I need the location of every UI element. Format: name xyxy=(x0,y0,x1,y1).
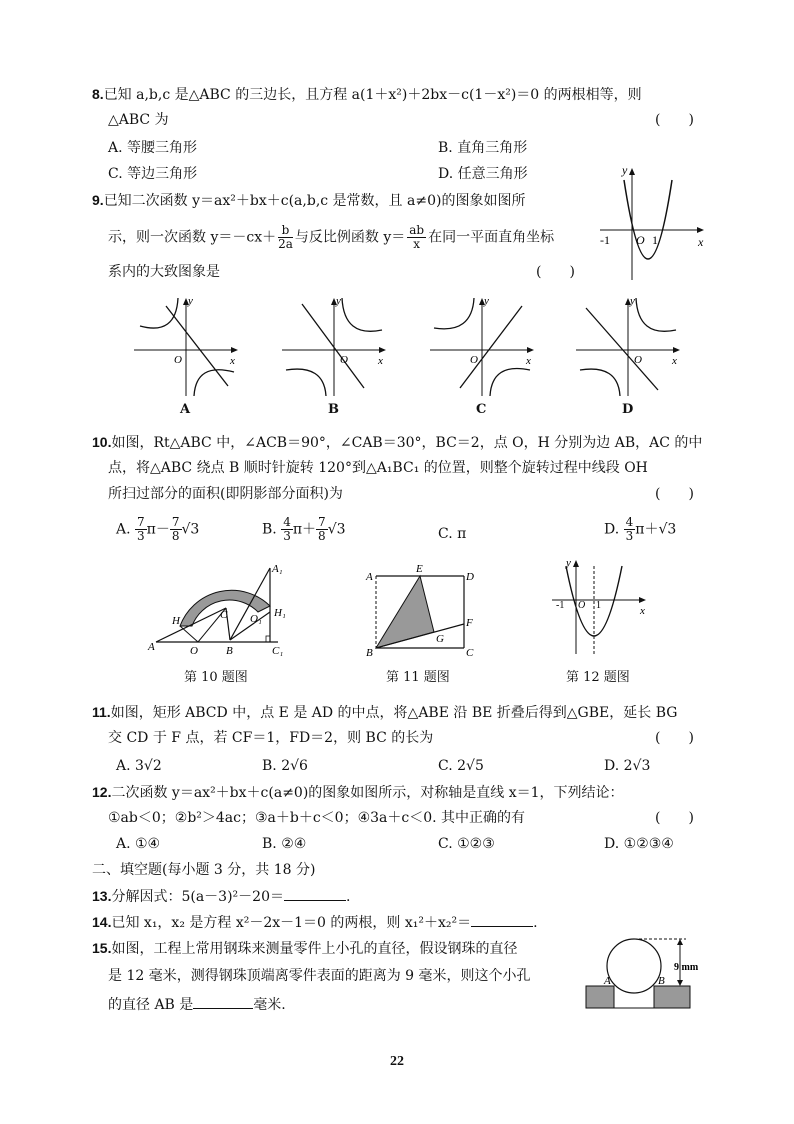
q9c-hyperbola-right xyxy=(490,368,530,396)
q11-label-f: F xyxy=(466,617,473,629)
section2-heading: 二、填空题(每小题 3 分，共 18 分) xyxy=(92,862,316,878)
q10-option-b xyxy=(262,516,346,543)
q10-answer-paren: ( ) xyxy=(655,486,694,502)
q10-d-frac1-num: 4 xyxy=(625,515,634,529)
q11-label-g: G xyxy=(436,633,444,645)
q9d-hyperbola-left xyxy=(580,369,620,396)
q9-neg1-label: -1 xyxy=(600,233,610,247)
q12-option-b: B. ②④ xyxy=(262,836,307,852)
q10-b-frac2-den: 8 xyxy=(318,529,326,543)
q11-label-c: C xyxy=(466,647,474,659)
q10-number: 10. xyxy=(92,434,112,450)
q13-end: . xyxy=(345,889,351,905)
q10-option-d xyxy=(604,516,676,543)
q11-line2 xyxy=(108,728,433,748)
q15-answer-blank[interactable] xyxy=(193,994,253,1009)
q11-option-a: A. 3√2 xyxy=(116,758,162,774)
q14-answer-blank[interactable] xyxy=(471,912,533,927)
q8-number: 8. xyxy=(92,86,104,102)
q10-caption: 第 10 题图 xyxy=(184,670,248,685)
q15-text3b: 毫米. xyxy=(253,997,286,1013)
q10-d-mid: π＋ xyxy=(635,521,659,538)
q9c-line xyxy=(460,306,522,388)
svg-text:O: O xyxy=(340,354,348,366)
q9-option-c-label: C xyxy=(476,402,487,417)
q12-x-label: x xyxy=(640,605,645,617)
q10-b-mid: π＋ xyxy=(292,521,317,538)
q12-text1: 二次函数 y＝ax²＋bx＋c(a≠0)的图象如图所示，对称轴是直线 x＝1，下列结论： xyxy=(111,785,624,801)
q11-triangle-gbe xyxy=(376,576,434,648)
q10-a-tail: √3 xyxy=(181,521,200,538)
q12-neg1-label: -1 xyxy=(556,600,565,611)
q12-answer-paren: ( ) xyxy=(655,810,694,826)
q14-line xyxy=(92,912,538,933)
q8-option-d: D. 任意三角形 xyxy=(438,166,528,182)
q12-parabola-graph xyxy=(548,556,658,658)
q11-text2: 交 CD 于 F 点，若 CF＝1，FD＝2，则 BC 的长为 xyxy=(108,730,434,746)
q9-frac1-num: b xyxy=(278,224,293,238)
svg-text:y: y xyxy=(630,295,635,307)
q9-y-arrow xyxy=(629,168,635,175)
q10-d-tail: √3 xyxy=(658,521,677,538)
q14-end: . xyxy=(533,915,538,931)
q15-label-b: B xyxy=(658,975,665,987)
q9a-hyperbola-right xyxy=(194,370,234,396)
q11-number: 11. xyxy=(92,704,111,720)
q10-option-c xyxy=(438,524,466,544)
q15-line1 xyxy=(92,938,517,959)
q15-text3a: 的直径 AB 是 xyxy=(108,997,194,1013)
q12-y-label: y xyxy=(566,557,571,569)
q10-line2 xyxy=(108,458,648,478)
q8-option-a: A. 等腰三角形 xyxy=(108,140,198,156)
q9-text2b: 与反比例函数 y＝ xyxy=(294,229,406,246)
q10-a-frac2 xyxy=(170,516,182,543)
q11-label-e: E xyxy=(416,563,423,575)
q8-option-c: C. 等边三角形 xyxy=(108,166,198,182)
q10-line3 xyxy=(108,484,343,504)
q10-b-tail: √3 xyxy=(327,521,346,538)
q9-origin-label: O xyxy=(636,233,645,247)
q11-answer-paren: ( ) xyxy=(655,730,694,746)
q15-label-9mm: 9 mm xyxy=(674,962,699,973)
q10-b-frac1-num: 4 xyxy=(283,515,291,529)
q10-b-label: B. xyxy=(262,521,277,538)
q9-option-d-label: D xyxy=(622,402,634,417)
q8-text1: 已知 a,b,c 是△ABC 的三边长，且方程 a(1＋x²)＋2bx－c(1－x²)＝0 的两根相等，则 xyxy=(103,87,642,103)
q9-text3: 系内的大致图象是 xyxy=(108,264,220,280)
q9a-hyperbola-left xyxy=(140,298,178,328)
q9-text2c: 在同一平面直角坐标 xyxy=(428,229,555,246)
q15-text1: 如图，工程上常用钢珠来测量零件上小孔的直径，假设钢珠的直径 xyxy=(111,941,518,957)
q9d-line xyxy=(586,308,658,390)
q10-text3: 所扫过部分的面积(即阴影部分面积)为 xyxy=(108,486,343,502)
q10-label-o1: O₁ xyxy=(250,613,262,625)
q9c-hyperbola-left xyxy=(434,298,474,329)
q10-rotation-figure xyxy=(146,560,296,660)
q9b-hyperbola-right xyxy=(342,298,382,331)
q10-a-frac1-den: 3 xyxy=(137,529,145,543)
q10-label-b: B xyxy=(226,645,233,657)
q9-line3 xyxy=(108,262,220,282)
svg-text:y: y xyxy=(336,295,341,307)
q11-label-a: A xyxy=(366,571,373,583)
q9-number: 9. xyxy=(92,192,104,208)
q10-d-frac1-den: 3 xyxy=(625,529,634,543)
q9a-line xyxy=(166,306,228,386)
q11-text1: 如图，矩形 ABCD 中，点 E 是 AD 的中点，将△ABE 沿 BE 折叠后得到△GBE，延长 BG xyxy=(110,705,678,721)
q8-option-b: B. 直角三角形 xyxy=(438,140,528,156)
q15-label-a: A xyxy=(604,975,611,987)
svg-text:x: x xyxy=(672,355,677,367)
q10-line1 xyxy=(92,432,702,453)
q9-frac2-den: x xyxy=(413,237,421,251)
q11-rectangle-figure xyxy=(360,562,480,660)
q9-line1 xyxy=(92,190,525,211)
q15-steel-ball xyxy=(607,939,661,993)
q9-frac2-num: ab xyxy=(409,223,425,237)
q10-label-a: A xyxy=(148,641,155,653)
q15-line3 xyxy=(108,994,286,1015)
svg-text:x: x xyxy=(230,355,235,367)
q9-option-a-label: A xyxy=(180,402,191,417)
q12-line1 xyxy=(92,782,624,803)
q12-origin-label: O xyxy=(578,600,586,611)
q10-a-frac1-num: 7 xyxy=(137,515,145,529)
q9-answer-paren: ( ) xyxy=(536,264,575,280)
svg-text:x: x xyxy=(378,355,383,367)
q8-text2: △ABC 为 xyxy=(108,112,169,128)
q13-number: 13. xyxy=(92,888,112,904)
q12-option-d: D. ①②③④ xyxy=(604,836,674,852)
q10-a-frac1 xyxy=(135,516,147,543)
svg-text:O: O xyxy=(174,354,182,366)
q9-x-arrow xyxy=(697,227,704,233)
q10-label-c: C xyxy=(220,609,228,621)
q10-label-a1: A₁ xyxy=(272,563,283,575)
q10-c-label: C. xyxy=(438,526,453,542)
q15-text2: 是 12 毫米，测得钢珠顶端离零件表面的距离为 9 毫米，则这个小孔 xyxy=(108,968,531,984)
q11-label-b: B xyxy=(366,647,373,659)
q9-option-d-graph xyxy=(572,292,684,400)
q9-frac1-den: 2a xyxy=(278,237,293,251)
q9-fraction-1 xyxy=(278,224,293,251)
q12-line2 xyxy=(108,808,525,828)
q10-label-h: H xyxy=(172,615,180,627)
q9b-line xyxy=(302,304,364,388)
q10-a-mid: π－ xyxy=(146,521,170,538)
q12-number: 12. xyxy=(92,784,112,800)
q10-b-frac2 xyxy=(316,516,328,543)
svg-text:O: O xyxy=(470,354,478,366)
q10-a-frac2-num: 7 xyxy=(171,515,180,529)
q9-option-b-label: B xyxy=(328,402,339,417)
q11-option-d: D. 2√3 xyxy=(604,758,651,774)
q10-label-c1: C₁ xyxy=(272,645,284,657)
q12-one-label: 1 xyxy=(596,600,601,611)
q8-line1 xyxy=(92,84,642,105)
q11-caption: 第 11 题图 xyxy=(386,670,450,685)
q9-option-b-graph xyxy=(278,292,390,400)
q10-option-a xyxy=(116,516,199,543)
q9-fraction-2 xyxy=(407,224,426,251)
q10-a-label: A. xyxy=(116,521,131,538)
svg-text:y: y xyxy=(188,295,193,307)
q10-d-frac1 xyxy=(624,516,636,543)
q10-a-frac2-den: 8 xyxy=(171,529,180,543)
q9d-hyperbola-right xyxy=(636,298,676,331)
q10-b-frac1 xyxy=(281,516,293,543)
svg-text:x: x xyxy=(526,355,531,367)
q10-c-text: π xyxy=(457,526,467,542)
q10-b-frac2-num: 7 xyxy=(318,515,326,529)
q13-line xyxy=(92,886,350,907)
svg-text:y: y xyxy=(484,295,489,307)
q9-y-label: y xyxy=(622,163,628,177)
q8-line2 xyxy=(108,110,169,130)
q14-text: 已知 x₁，x₂ 是方程 x²－2x－1＝0 的两根，则 x₁²＋x₂²＝ xyxy=(111,915,472,931)
q12-option-a: A. ①④ xyxy=(116,836,161,852)
q14-number: 14. xyxy=(92,914,112,930)
q9-text1: 已知二次函数 y＝ax²＋bx＋c(a,b,c 是常数，且 a≠0)的图象如图所 xyxy=(103,193,526,209)
q9-parabola-curve xyxy=(624,180,672,259)
q10-text1: 如图，Rt△ABC 中，∠ACB＝90°，∠CAB＝30°，BC＝2，点 O，H 分别为边 AB，AC 的中 xyxy=(111,435,703,451)
q9-text2a: 示，则一次函数 y＝－cx＋ xyxy=(108,229,277,246)
q10-b-frac1-den: 3 xyxy=(283,529,291,543)
q12-option-c: C. ①②③ xyxy=(438,836,495,852)
q11-label-d: D xyxy=(466,571,474,583)
q9-option-a-graph xyxy=(130,292,242,400)
q9b-hyperbola-left xyxy=(286,369,326,396)
svg-text:O: O xyxy=(634,354,642,366)
q13-text: 分解因式：5(a－3)²－20＝ xyxy=(111,889,284,905)
q15-steel-ball-figure xyxy=(582,934,712,1014)
q15-number: 15. xyxy=(92,940,112,956)
q10-label-h1: H₁ xyxy=(274,607,286,619)
q11-option-c: C. 2√5 xyxy=(438,758,484,774)
q12-caption: 第 12 题图 xyxy=(566,670,630,685)
q10-d-label: D. xyxy=(604,521,620,538)
q15-line2 xyxy=(108,966,531,986)
q10-label-o: O xyxy=(190,645,198,657)
q9-one-label: 1 xyxy=(652,233,658,247)
q9-parabola-graph xyxy=(596,160,708,284)
q9-x-label: x xyxy=(698,235,704,249)
q13-answer-blank[interactable] xyxy=(284,886,346,901)
page-number: 22 xyxy=(390,1054,404,1069)
q8-answer-paren: ( ) xyxy=(655,112,694,128)
q9-line2 xyxy=(108,224,554,251)
q11-line1 xyxy=(92,702,677,723)
q9-option-c-graph xyxy=(426,292,538,400)
q12-text2: ①ab＜0；②b²＞4ac；③a＋b＋c＜0；④3a＋c＜0. 其中正确的有 xyxy=(108,810,526,826)
q11-option-b: B. 2√6 xyxy=(262,758,308,774)
q10-text2: 点，将△ABC 绕点 B 顺时针旋转 120°到△A₁BC₁ 的位置，则整个旋转过程中线段 OH xyxy=(108,460,648,476)
